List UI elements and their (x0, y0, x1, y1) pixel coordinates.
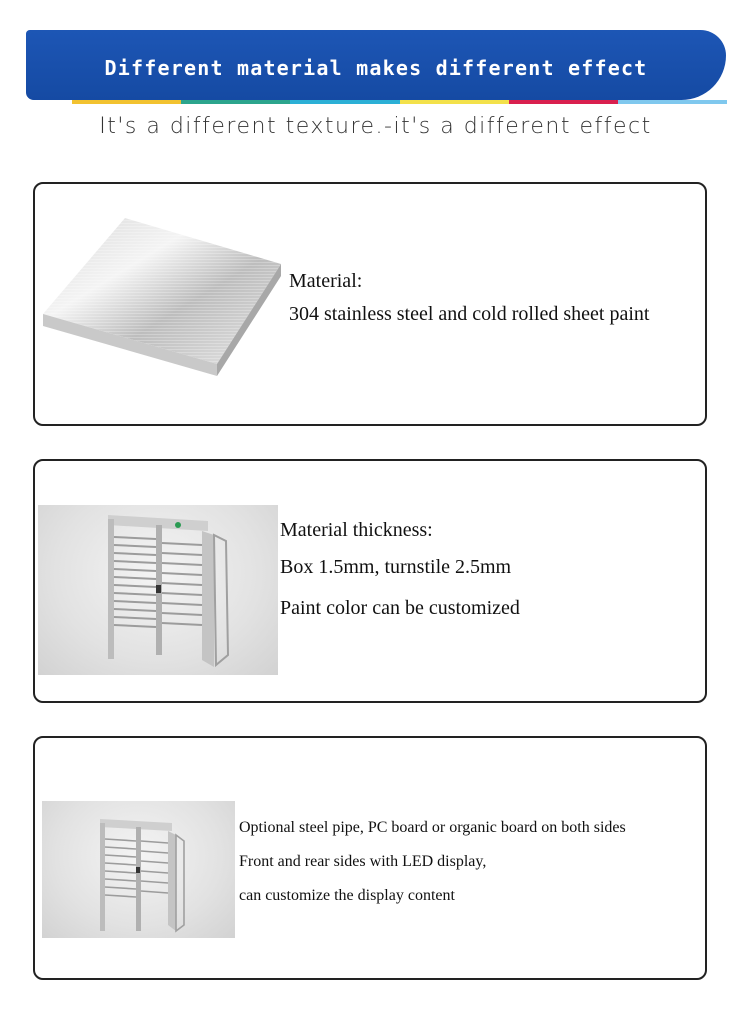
material-value: 304 stainless steel and cold rolled sheet paint (289, 303, 650, 325)
material-label: Material: (289, 270, 363, 292)
page-subtitle: It's a different texture.-it's a different effect (99, 114, 652, 139)
header-banner (26, 30, 726, 100)
options-text (239, 819, 626, 905)
paint-color-note: Paint color can be customized (280, 597, 520, 619)
thickness-value: Box 1.5mm, turnstile 2.5mm (280, 556, 512, 578)
stripe-3 (290, 100, 399, 104)
color-stripes (72, 100, 727, 104)
full-height-turnstile-double-icon (42, 801, 235, 938)
thickness-card (33, 459, 707, 703)
stripe-2 (181, 100, 290, 104)
stripe-1 (72, 100, 181, 104)
stripe-4 (400, 100, 509, 104)
options-card (33, 736, 707, 980)
display-content-note: can customize the display content (239, 887, 455, 904)
led-display-note: Front and rear sides with LED display, (239, 853, 487, 870)
material-text (289, 270, 649, 326)
thickness-text (280, 519, 520, 620)
thickness-label: Material thickness: (280, 519, 433, 541)
stripe-5 (509, 100, 618, 104)
stainless-steel-plate-icon (39, 214, 289, 384)
material-card (33, 182, 707, 426)
stripe-6 (618, 100, 727, 104)
panel-options: Optional steel pipe, PC board or organic board on both sides (239, 819, 626, 836)
full-height-turnstile-icon (38, 505, 278, 675)
page-title: Different material makes different effect (104, 56, 648, 80)
